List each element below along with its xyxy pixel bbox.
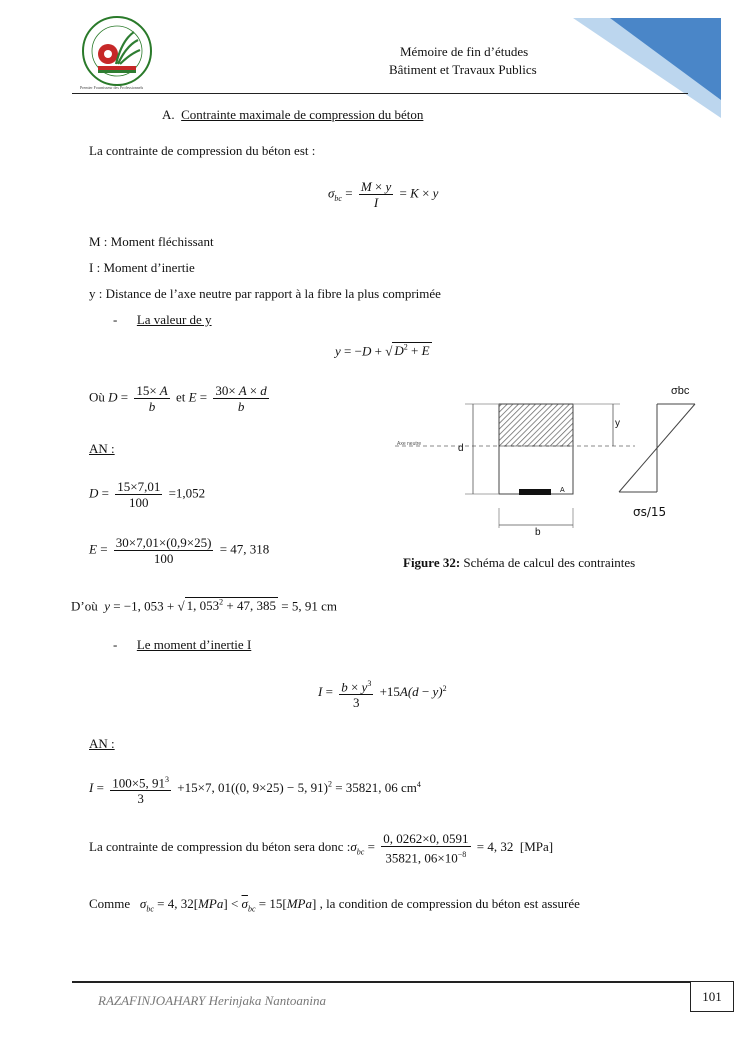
- def-y: y : Distance de l’axe neutre par rapport à la fibre la plus comprimée: [89, 286, 441, 301]
- calc-inertia: I = $\frac{100\times 5, 91^3}{3}$ +15×7, 01((0, 9×25) − 5, 91)$^2$ = 35821, 06 $cm^4$: [89, 772, 421, 806]
- header-rule: [72, 93, 688, 94]
- footer-rule: [72, 981, 690, 983]
- header-title-line2: Bâtiment et Travaux Publics: [389, 62, 537, 77]
- calc-D-den: 100: [129, 495, 149, 510]
- figure-caption-label: Figure 32:: [403, 555, 461, 570]
- formula-sigma-bc: $\sigma_{bc}$ = $\frac{M \times y}{I}$ = K × y: [328, 179, 439, 210]
- calc-E-num: 30×7,01×(0,9×25): [115, 535, 212, 550]
- calc-D: D = $\frac{15\times 7,01}{100}$ =1,052: [89, 479, 206, 510]
- bullet-text: La valeur de y: [136, 312, 212, 327]
- comme-label: Comme: [89, 896, 131, 911]
- formula-D-E-def: Où D = $\frac{15\times A}{b}$ et E = $\frac{30\times A \times d}{b}$: [89, 383, 267, 414]
- dou-label: D’où: [71, 598, 98, 614]
- fig-sigma-s: σs/15: [633, 505, 667, 519]
- dou-unit: cm: [321, 598, 337, 614]
- bullet2-text: Le moment d’inertie I: [136, 637, 252, 652]
- logo-caption: Premier Fournisseur des Professionnels: [80, 85, 144, 90]
- compression-line: La contrainte de compression du béton sera donc $:\sigma_{bc}$ = $\frac{0, 0262\times 0, 0591}{35821, 06\times 10^{-8}}$ = 4, 32 [MPa]: [89, 831, 554, 866]
- def-I: I : Moment d’inertie: [89, 260, 195, 275]
- def-M: M : Moment fléchissant: [89, 234, 214, 249]
- an-label-2: AN :: [89, 736, 115, 751]
- calc-E-den: 100: [153, 551, 174, 566]
- header-title-line1: Mémoire de fin d’études: [400, 44, 529, 59]
- section-title: Contrainte maximale de compression du béton: [181, 107, 424, 122]
- result-y: D’où y = −1, 053 + √ 1, $053^2 + 47$, 385 = 5, 91 cm: [71, 598, 337, 614]
- bullet-valeur-y: [113, 312, 212, 328]
- formula-inertia: I = $\frac{b \times y^3}{3}$ $+15A(d - y)^2$: [318, 676, 447, 710]
- footer-author: RAZAFINJOAHARY Herinjaka Nantoanina: [98, 993, 326, 1008]
- compressed-zone: [499, 404, 573, 446]
- an-label-1: AN :: [89, 441, 115, 456]
- page-number: 101: [690, 981, 734, 1012]
- section-heading: [162, 107, 423, 123]
- calc-E-result: = 47, 318: [219, 541, 270, 557]
- inertia-unit: cm: [401, 780, 417, 796]
- compression-text: La contrainte de compression du béton sera donc :: [89, 839, 351, 855]
- compression-unit: [MPa]: [519, 839, 554, 855]
- formula-y: y = −D + √ $D^2 + E$: [335, 343, 430, 359]
- corner-decoration: [570, 18, 721, 118]
- bullet-moment-inertie: [113, 637, 251, 653]
- calc-E: E = $\frac{30\times 7,01\times(0,9\times 25)}{100}$ = 47, 318: [89, 535, 270, 566]
- calc-D-num: 15×7,01: [117, 479, 161, 494]
- fig-axe-label: Axe neutre: [397, 441, 422, 447]
- school-logo: [78, 14, 156, 92]
- fig-b-label: b: [535, 527, 541, 538]
- bullet-dash: -: [113, 312, 118, 327]
- fig-A-label: A: [560, 487, 565, 494]
- comme-text: , la condition de compression du béton est assurée: [319, 896, 580, 911]
- et-label: et: [175, 389, 186, 405]
- ou-label: Où: [89, 389, 105, 405]
- steel-bar: [519, 489, 551, 495]
- fig-d-label: d: [458, 443, 464, 454]
- calc-D-result: =1,052: [168, 485, 206, 501]
- fig-sigma-bc: σbc: [671, 385, 690, 397]
- figure-caption-text: Schéma de calcul des contraintes: [463, 555, 636, 570]
- intro-text: La contrainte de compression du béton est :: [89, 143, 316, 158]
- section-letter: A.: [162, 107, 175, 122]
- bullet2-dash: -: [113, 637, 118, 652]
- figure-caption: [403, 555, 635, 571]
- comme-line: Comme $\sigma_{bc} = 4$, $32[MPa] < \overline{\sigma}_{bc} = 15[MPa]$ , la condition de compression du béton est assurée: [89, 896, 580, 914]
- fig-y-label: y: [615, 418, 620, 429]
